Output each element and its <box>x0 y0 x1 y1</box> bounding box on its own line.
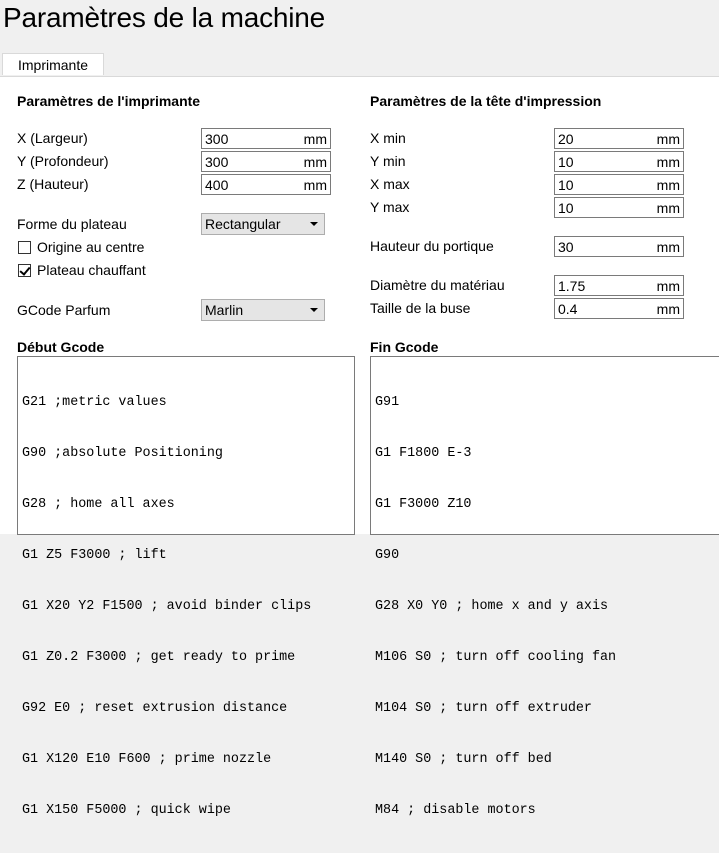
start-gcode-line: G90 ;absolute Positioning <box>22 446 223 461</box>
window-title: Paramètres de la machine <box>3 2 326 33</box>
x-width-value: 300 <box>205 131 229 147</box>
nozzle-size-value: 0.4 <box>558 301 578 317</box>
origin-center-checkbox[interactable] <box>18 241 31 254</box>
nozzle-size-field[interactable] <box>554 298 684 319</box>
end-gcode-title: Fin Gcode <box>370 339 439 355</box>
chevron-down-icon <box>310 308 318 312</box>
x-min-unit: mm <box>656 131 680 147</box>
y-depth-unit: mm <box>303 154 327 170</box>
gcode-flavor-select[interactable] <box>201 299 325 321</box>
y-depth-field[interactable] <box>201 151 331 172</box>
end-gcode-line: G28 X0 Y0 ; home x and y axis <box>375 599 609 614</box>
y-depth-value: 300 <box>205 154 229 170</box>
start-gcode-title: Début Gcode <box>17 339 105 355</box>
end-gcode-line: M84 ; disable motors <box>375 803 536 818</box>
y-min-field[interactable] <box>554 151 684 172</box>
start-gcode-line: G28 ; home all axes <box>22 497 175 512</box>
start-gcode-line: G1 X20 Y2 F1500 ; avoid binder clips <box>22 599 312 614</box>
end-gcode-line: M106 S0 ; turn off cooling fan <box>375 650 617 665</box>
head-settings-title: Paramètres de la tête d'impression <box>370 93 602 109</box>
printer-settings-title: Paramètres de l'imprimante <box>17 93 201 109</box>
z-height-value: 400 <box>205 177 229 193</box>
nozzle-size-unit: mm <box>656 301 680 317</box>
x-width-label: X (Largeur) <box>17 130 88 146</box>
x-min-label: X min <box>370 130 406 146</box>
bed-shape-value: Rectangular <box>205 216 281 232</box>
z-height-field[interactable] <box>201 174 331 195</box>
chevron-down-icon <box>310 222 318 226</box>
bed-shape-select[interactable] <box>201 213 325 235</box>
x-max-value: 10 <box>558 177 574 193</box>
start-gcode-line: G1 X150 F5000 ; quick wipe <box>22 803 231 818</box>
material-diameter-label: Diamètre du matériau <box>370 277 505 293</box>
gcode-flavor-value: Marlin <box>205 302 244 318</box>
gantry-height-unit: mm <box>656 239 680 255</box>
x-width-unit: mm <box>303 131 327 147</box>
start-gcode-line: G1 X120 E10 F600 ; prime nozzle <box>22 752 272 767</box>
x-min-field[interactable] <box>554 128 684 149</box>
z-height-unit: mm <box>303 177 327 193</box>
start-gcode-line: G1 Z0.2 F3000 ; get ready to prime <box>22 650 296 665</box>
gantry-height-value: 30 <box>558 239 574 255</box>
origin-center-label: Origine au centre <box>37 239 145 255</box>
gantry-height-label: Hauteur du portique <box>370 238 494 254</box>
x-min-value: 20 <box>558 131 574 147</box>
y-max-value: 10 <box>558 200 574 216</box>
end-gcode-line: M104 S0 ; turn off extruder <box>375 701 592 716</box>
end-gcode-line: G90 <box>375 548 400 563</box>
y-min-label: Y min <box>370 153 406 169</box>
y-min-value: 10 <box>558 154 574 170</box>
x-max-unit: mm <box>656 177 680 193</box>
end-gcode-line: G1 F1800 E-3 <box>375 446 472 461</box>
y-max-field[interactable] <box>554 197 684 218</box>
y-depth-label: Y (Profondeur) <box>17 153 109 169</box>
start-gcode-line: G1 Z5 F3000 ; lift <box>22 548 167 563</box>
x-max-label: X max <box>370 176 410 192</box>
nozzle-size-label: Taille de la buse <box>370 300 471 316</box>
start-gcode-line: G92 E0 ; reset extrusion distance <box>22 701 288 716</box>
gantry-height-field[interactable] <box>554 236 684 257</box>
settings-panel <box>0 76 719 818</box>
x-width-field[interactable] <box>201 128 331 149</box>
tab-imprimante[interactable]: Imprimante <box>2 53 104 75</box>
bed-shape-label: Forme du plateau <box>17 216 127 232</box>
heated-bed-checkbox[interactable] <box>18 264 31 277</box>
start-gcode-line: G21 ;metric values <box>22 395 167 410</box>
z-height-label: Z (Hauteur) <box>17 176 89 192</box>
material-diameter-value: 1.75 <box>558 278 586 294</box>
material-diameter-unit: mm <box>656 278 680 294</box>
end-gcode-line: M140 S0 ; turn off bed <box>375 752 552 767</box>
y-min-unit: mm <box>656 154 680 170</box>
material-diameter-field[interactable] <box>554 275 684 296</box>
y-max-unit: mm <box>656 200 680 216</box>
heated-bed-label: Plateau chauffant <box>37 262 146 278</box>
gcode-flavor-label: GCode Parfum <box>17 302 111 318</box>
end-gcode-editor[interactable] <box>370 356 719 818</box>
x-max-field[interactable] <box>554 174 684 195</box>
end-gcode-line: G91 <box>375 395 400 410</box>
end-gcode-line: G1 F3000 Z10 <box>375 497 472 512</box>
y-max-label: Y max <box>370 199 410 215</box>
start-gcode-editor[interactable] <box>17 356 355 818</box>
